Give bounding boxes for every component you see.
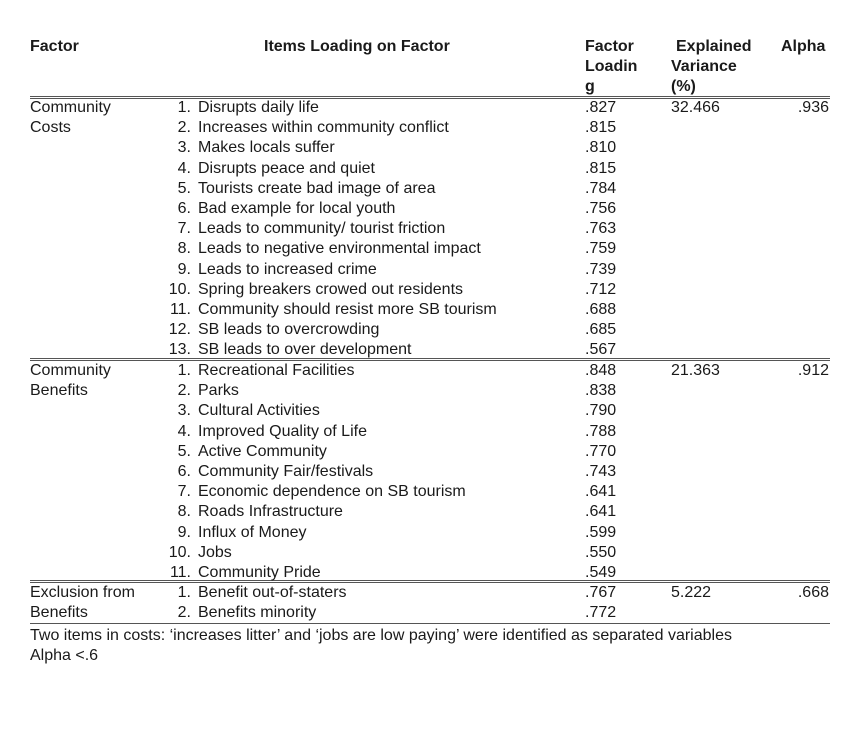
item-number: 1. (177, 584, 191, 601)
item-number: 5. (177, 179, 191, 197)
factor-label: Exclusion from (30, 584, 135, 601)
item-text: Bad example for local youth (198, 200, 396, 217)
item-text: Benefits minority (198, 604, 317, 622)
alpha-value: .936 (797, 99, 829, 116)
item-number: 4. (177, 422, 191, 440)
item-number: 11. (169, 564, 191, 581)
item-number: 3. (177, 139, 191, 157)
item-loading: .827 (585, 99, 617, 116)
item-text: Leads to negative environmental impact (198, 240, 481, 258)
item-loading: .815 (585, 119, 617, 137)
item-loading: .685 (585, 321, 617, 339)
item-text: Disrupts peace and quiet (198, 159, 375, 177)
item-text: Improved Quality of Life (198, 422, 367, 440)
item-loading: .549 (585, 564, 617, 581)
header-loading-line1: Factor (585, 38, 634, 55)
item-number: 10. (168, 543, 191, 561)
explained-variance: 32.466 (671, 99, 720, 116)
factor-label: Benefits (30, 604, 88, 622)
item-text: Community Pride (198, 564, 321, 581)
item-text: Tourists create bad image of area (198, 179, 436, 197)
item-text: Active Community (198, 442, 327, 460)
item-text: Jobs (198, 543, 232, 561)
factor-label: Community (30, 99, 111, 116)
item-loading: .599 (585, 523, 617, 541)
item-loading: .759 (585, 240, 617, 258)
item-number: 3. (177, 402, 191, 420)
item-loading: .756 (585, 200, 617, 217)
header-variance-line3: (%) (671, 78, 696, 95)
item-loading: .550 (585, 543, 617, 561)
factor-label: Community (30, 362, 111, 379)
item-text: Recreational Facilities (198, 362, 355, 379)
item-loading: .770 (585, 442, 617, 460)
explained-variance: 5.222 (671, 584, 712, 601)
item-text: Influx of Money (198, 523, 307, 541)
item-text: Leads to increased crime (198, 260, 377, 278)
item-loading: .567 (585, 341, 617, 359)
item-number: 2. (177, 382, 191, 400)
item-text: Parks (198, 382, 239, 400)
item-loading: .767 (585, 584, 617, 601)
item-number: 11. (169, 301, 191, 318)
alpha-value: .912 (797, 362, 829, 379)
header-variance-line2: Variance (671, 58, 737, 75)
item-text: SB leads to over development (198, 341, 412, 359)
item-loading: .838 (585, 382, 617, 400)
factor-label: Costs (30, 119, 71, 137)
item-number: 1. (177, 99, 191, 116)
item-number: 2. (177, 604, 191, 622)
item-number: 9. (177, 260, 191, 278)
header-factor: Factor (30, 38, 79, 55)
header-alpha: Alpha (781, 38, 826, 55)
item-loading: .784 (585, 179, 617, 197)
item-text: Roads Infrastructure (198, 503, 343, 521)
item-text: Economic dependence on SB tourism (198, 483, 466, 501)
item-loading: .688 (585, 301, 617, 318)
note-line-1: Two items in costs: ‘increases litter’ and ‘jobs are low paying’ were identified as separated variables (30, 627, 732, 644)
item-number: 9. (177, 523, 191, 541)
item-loading: .641 (585, 503, 617, 521)
item-text: Disrupts daily life (198, 99, 319, 116)
item-loading: .712 (585, 280, 617, 298)
header-variance-line1: Explained (676, 38, 752, 55)
item-text: Benefit out-of-staters (198, 584, 347, 601)
item-loading: .788 (585, 422, 617, 440)
item-text: Spring breakers crowed out residents (198, 280, 464, 298)
note-line-2: Alpha <.6 (30, 647, 99, 664)
item-loading: .743 (585, 463, 617, 480)
item-loading: .815 (585, 159, 617, 177)
item-text: SB leads to overcrowding (198, 321, 380, 339)
item-loading: .848 (585, 362, 617, 379)
header-items: Items Loading on Factor (264, 38, 450, 55)
item-text: Increases within community conflict (198, 119, 449, 137)
item-number: 5. (177, 442, 191, 460)
item-text: Makes locals suffer (198, 139, 335, 157)
header-loading-line2: Loadin (585, 58, 638, 75)
item-number: 13. (168, 341, 191, 359)
item-number: 6. (177, 200, 191, 217)
item-text: Community Fair/festivals (198, 463, 374, 480)
bottom-rule (30, 623, 830, 624)
item-loading: .763 (585, 220, 617, 238)
item-number: 7. (177, 220, 191, 238)
alpha-value: .668 (797, 584, 829, 601)
item-number: 8. (177, 503, 191, 521)
header-loading-line3: g (585, 78, 595, 95)
item-number: 8. (177, 240, 191, 258)
item-number: 4. (177, 159, 191, 177)
item-number: 12. (168, 321, 191, 339)
item-number: 1. (177, 362, 191, 379)
item-number: 10. (168, 280, 191, 298)
item-loading: .772 (585, 604, 617, 622)
item-text: Leads to community/ tourist friction (198, 220, 446, 238)
item-text: Community should resist more SB tourism (198, 301, 497, 318)
item-number: 6. (177, 463, 191, 480)
item-loading: .790 (585, 402, 617, 420)
item-loading: .641 (585, 483, 617, 501)
item-loading: .739 (585, 260, 617, 278)
item-text: Cultural Activities (198, 402, 320, 420)
explained-variance: 21.363 (671, 362, 720, 379)
item-number: 2. (177, 119, 191, 137)
factor-label: Benefits (30, 382, 88, 400)
item-loading: .810 (585, 139, 617, 157)
item-number: 7. (177, 483, 191, 501)
